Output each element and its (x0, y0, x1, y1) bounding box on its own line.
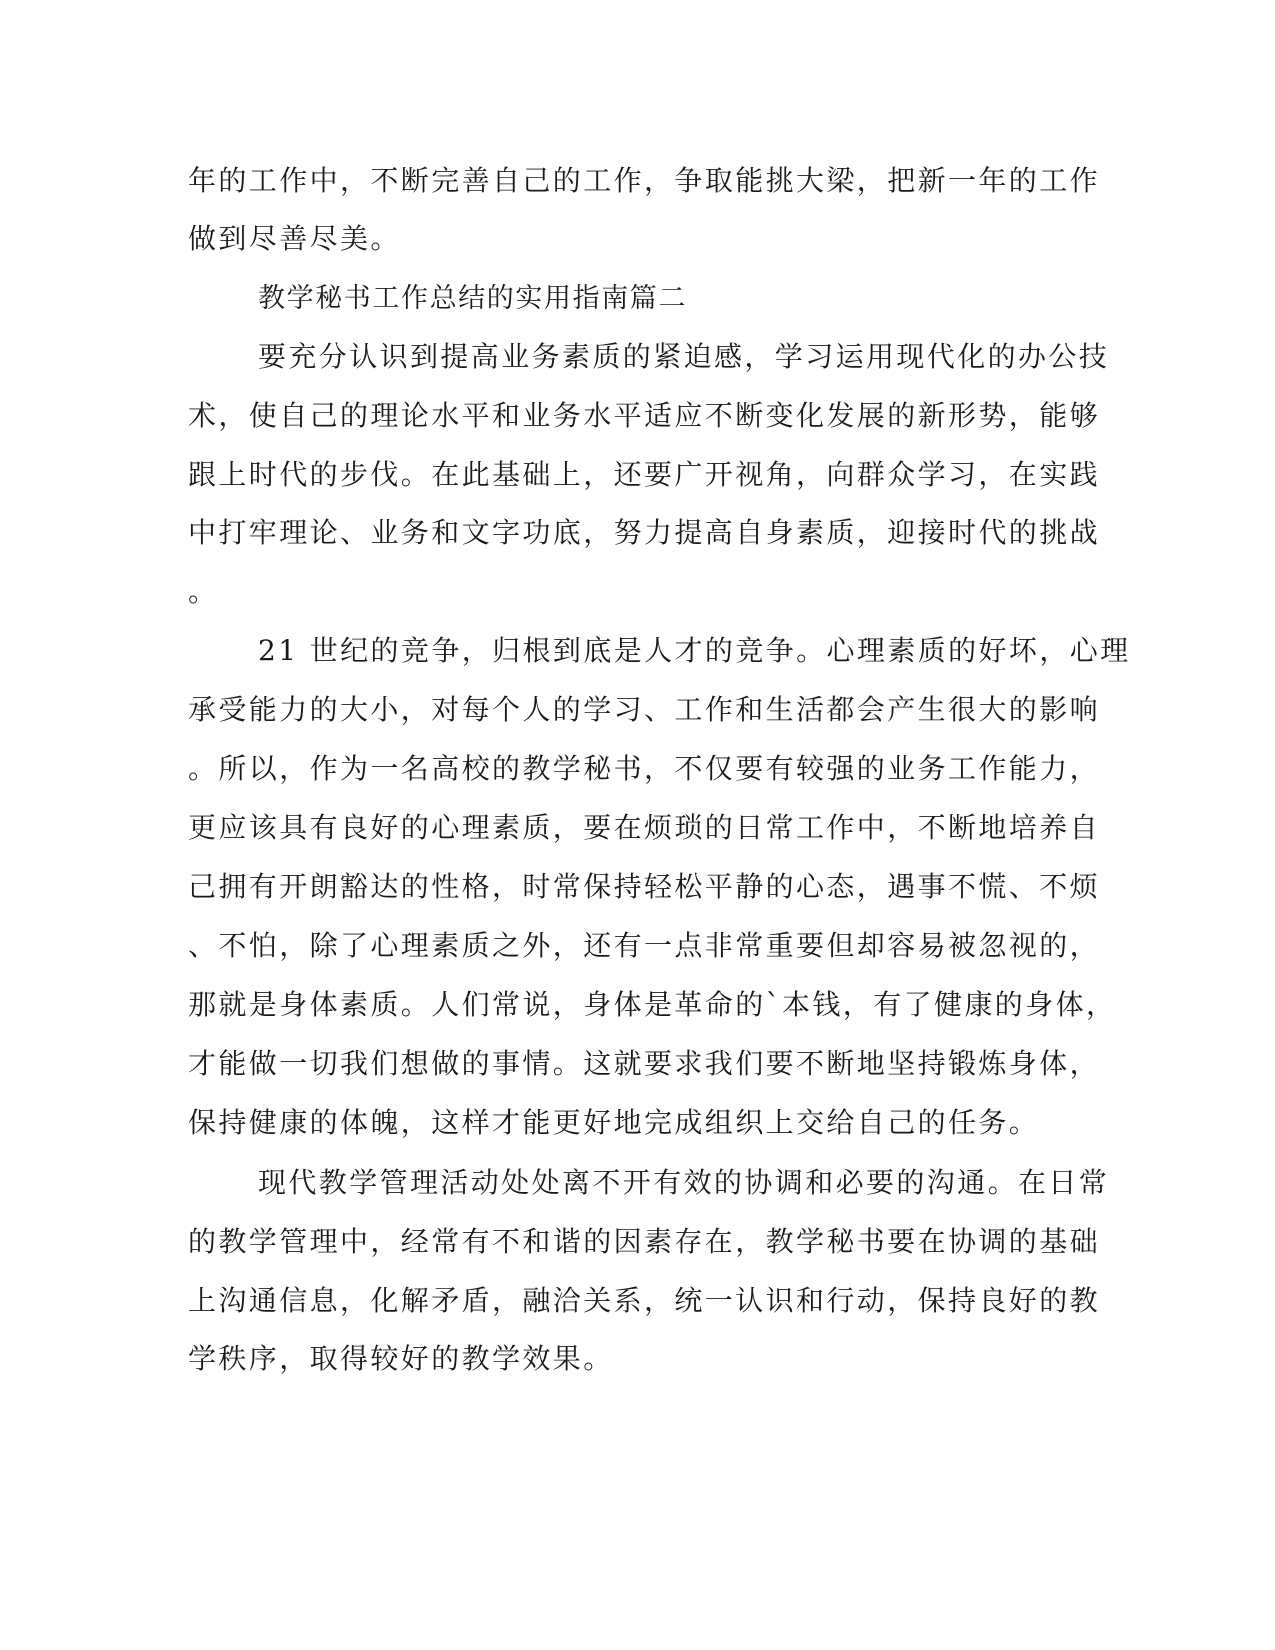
text-line: 的教学管理中，经常有不和谐的因素存在，教学秘书要在协调的基础 (188, 1225, 1101, 1258)
text-line: 学秩序，取得较好的教学效果。 (188, 1342, 614, 1375)
text-line: 中打牢理论、业务和文字功底，努力提高自身素质，迎接时代的挑战 (188, 516, 1101, 549)
text-line: 才能做一切我们想做的事情。这就要求我们要不断地坚持锻炼身体， (188, 1047, 1101, 1080)
text-line: 、不怕，除了心理素质之外，还有一点非常重要但却容易被忽视的， (188, 929, 1101, 962)
text-line: 跟上时代的步伐。在此基础上，还要广开视角，向群众学习，在实践 (188, 458, 1101, 491)
text-line: 保持健康的体魄，这样才能更好地完成组织上交给自己的任务。 (188, 1106, 1040, 1139)
text-line: 做到尽善尽美。 (188, 222, 401, 255)
text-line: 承受能力的大小，对每个人的学习、工作和生活都会产生很大的影响 (188, 693, 1101, 726)
text-line: 21 世纪的竞争，归根到底是人才的竞争。心理素质的好坏，心理 (258, 634, 1131, 667)
text-line: 上沟通信息，化解矛盾，融洽关系，统一认识和行动，保持良好的教 (188, 1284, 1101, 1317)
text-line: 年的工作中，不断完善自己的工作，争取能挑大梁，把新一年的工作 (188, 164, 1101, 197)
text-line: 那就是身体素质。人们常说，身体是革命的`本钱，有了健康的身体， (188, 988, 1117, 1021)
text-line: 。 (188, 575, 219, 608)
section-heading: 教学秘书工作总结的实用指南篇二 (258, 283, 687, 314)
text-line: 现代教学管理活动处处离不开有效的协调和必要的沟通。在日常 (258, 1166, 1110, 1199)
text-line: 更应该具有良好的心理素质，要在烦琐的日常工作中，不断地培养自 (188, 811, 1101, 844)
text-line: 要充分认识到提高业务素质的紧迫感，学习运用现代化的办公技 (258, 340, 1110, 373)
text-line: 术，使自己的理论水平和业务水平适应不断变化发展的新形势，能够 (188, 399, 1101, 432)
text-line: 己拥有开朗豁达的性格，时常保持轻松平静的心态，遇事不慌、不烦 (188, 870, 1101, 903)
text-line: 。所以，作为一名高校的教学秘书，不仅要有较强的业务工作能力， (188, 752, 1101, 785)
